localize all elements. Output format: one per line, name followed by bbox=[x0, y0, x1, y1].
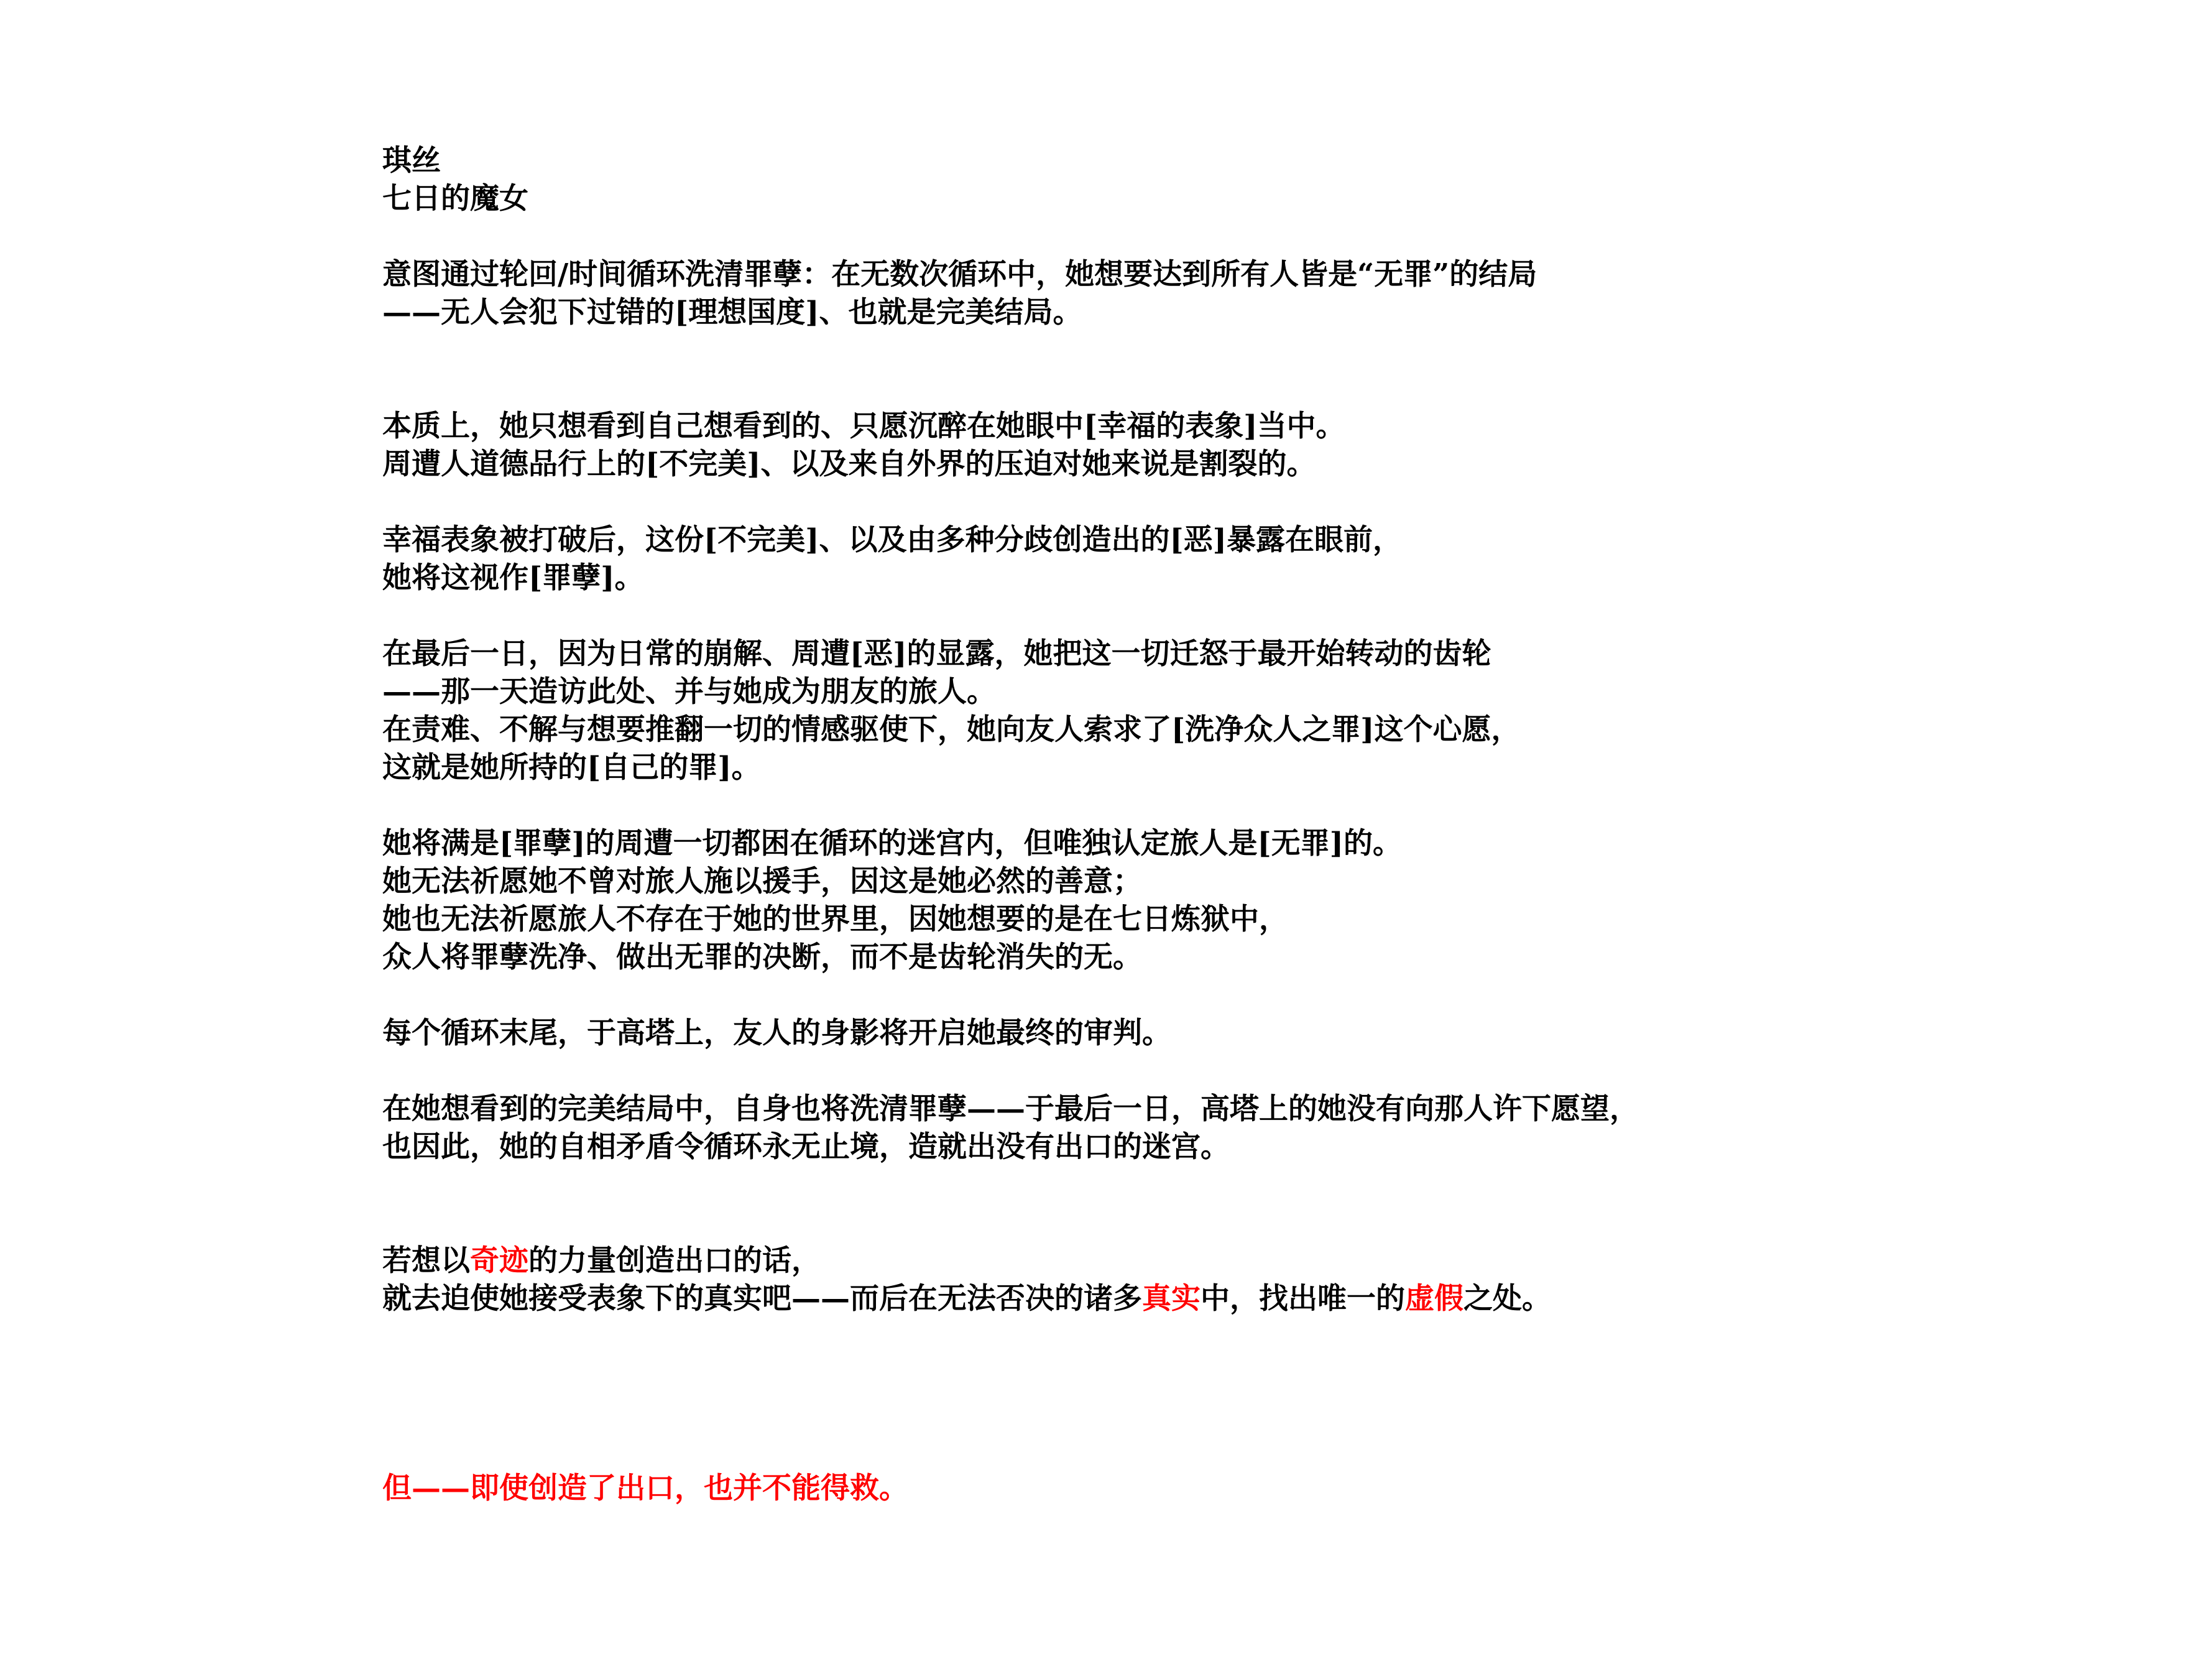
truth-text: 中，找出唯一的 bbox=[1200, 1282, 1405, 1316]
paragraph-line: 幸福表象被打破后，这份[不完美]、以及由多种分歧创造出的[恶]暴露在眼前， bbox=[382, 523, 1402, 557]
paragraph-line: 也因此，她的自相矛盾令循环永无止境，造就出没有出口的迷宫。 bbox=[382, 1130, 1230, 1164]
highlight-falsehood: 虚假 bbox=[1405, 1282, 1463, 1316]
truth-text: 就去迫使她接受表象下的真实吧——而后在无法否决的诸多 bbox=[382, 1282, 1142, 1316]
paragraph-miracle bbox=[382, 1242, 2061, 1318]
paragraph-line: 她无法祈愿她不曾对旅人施以援手，因这是她必然的善意； bbox=[382, 864, 1142, 899]
paragraph-line: 她将这视作[罪孽]。 bbox=[382, 561, 644, 595]
paragraph-line: 在她想看到的完美结局中，自身也将洗清罪孽——于最后一日，高塔上的她没有向那人许下愿望， bbox=[382, 1092, 1639, 1126]
paragraph-line: 本质上，她只想看到自己想看到的、只愿沉醉在她眼中[幸福的表象]当中。 bbox=[382, 409, 1345, 443]
intro-paragraph bbox=[382, 256, 2061, 331]
paragraph-line: 她将满是[罪孽]的周遭一切都困在循环的迷宫内，但唯独认定旅人是[无罪]的。 bbox=[382, 826, 1402, 861]
paragraph-line: 众人将罪孽洗净、做出无罪的决断，而不是齿轮消失的无。 bbox=[382, 940, 1142, 974]
intro-line: ——无人会犯下过错的[理想国度]、也就是完美结局。 bbox=[382, 295, 1082, 330]
paragraph-last-day bbox=[382, 635, 2061, 787]
character-name: 琪丝 bbox=[382, 144, 441, 178]
miracle-text: 若想以 bbox=[382, 1244, 470, 1278]
highlight-miracle: 奇迹 bbox=[470, 1244, 528, 1278]
paragraph-line: 这就是她所持的[自己的罪]。 bbox=[382, 751, 761, 785]
paragraph-line: 她也无法祈愿旅人不存在于她的世界里，因她想要的是在七日炼狱中， bbox=[382, 902, 1288, 936]
paragraph-perfect-ending bbox=[382, 1090, 2061, 1166]
paragraph-line: 周遭人道德品行上的[不完美]、以及来自外界的压迫对她来说是割裂的。 bbox=[382, 447, 1316, 481]
truth-text: 之处。 bbox=[1463, 1282, 1551, 1316]
paragraph-line: ——那一天造访此处、并与她成为朋友的旅人。 bbox=[382, 675, 996, 709]
paragraph-labyrinth bbox=[382, 825, 2061, 976]
miracle-text: 的力量创造出口的话， bbox=[528, 1244, 821, 1278]
paragraph-line: 在最后一日，因为日常的崩解、周遭[恶]的显露，她把这一切迁怒于最开始转动的齿轮 bbox=[382, 637, 1491, 671]
closing-line: 但——即使创造了出口，也并不能得救。 bbox=[382, 1471, 908, 1505]
intro-line: 意图通过轮回/时间循环洗清罪孽：在无数次循环中，她想要达到所有人皆是“无罪”的结局 bbox=[382, 257, 1537, 292]
paragraph-broken-illusion bbox=[382, 521, 2061, 597]
highlight-truth: 真实 bbox=[1142, 1282, 1200, 1316]
document-body bbox=[382, 142, 2061, 1507]
truth-line bbox=[382, 1280, 2061, 1318]
paragraph-line: 每个循环末尾，于高塔上，友人的身影将开启她最终的审判。 bbox=[382, 1016, 1171, 1050]
paragraph-line: 在责难、不解与想要推翻一切的情感驱使下，她向友人索求了[洗净众人之罪]这个心愿， bbox=[382, 713, 1521, 747]
paragraph-essence bbox=[382, 407, 2061, 483]
miracle-line bbox=[382, 1242, 2061, 1280]
character-title: 七日的魔女 bbox=[382, 182, 528, 216]
paragraph-judgement bbox=[382, 1014, 2061, 1052]
